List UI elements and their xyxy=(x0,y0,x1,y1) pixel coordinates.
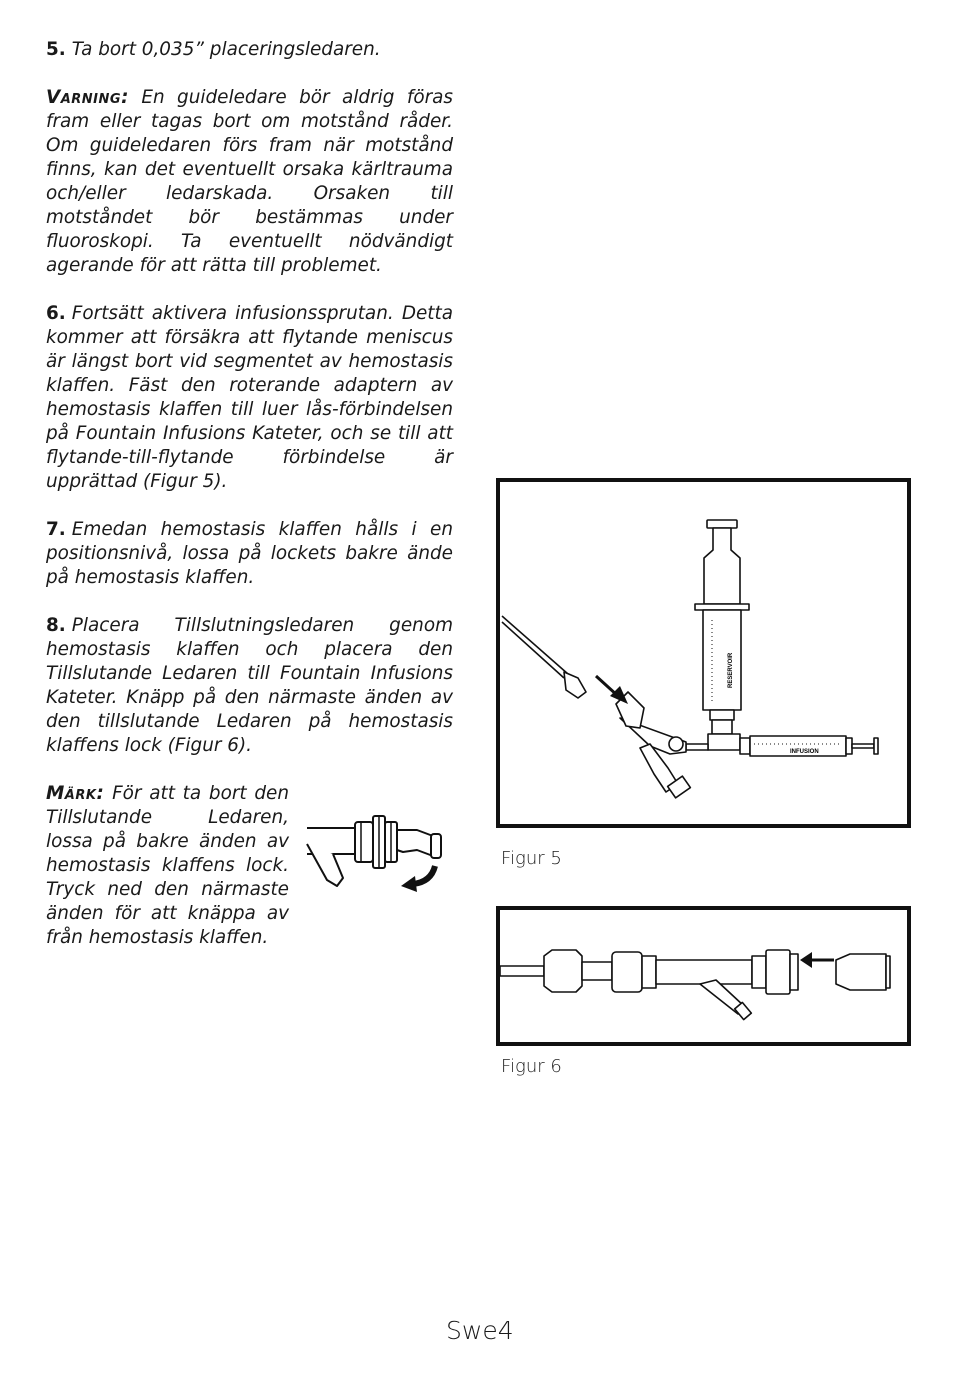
reservoir-label: RESERVOIR xyxy=(728,652,734,688)
rotation-arrow-icon xyxy=(413,866,435,884)
note-illustration xyxy=(305,808,455,892)
step-text: Fortsätt aktivera infusionssprutan. Detta kommer att försäkra att flytande meniscus är längst bort vid segmentet av hemostasis klaffen. Fäst den roterande adaptern av hemostasis klaffen till luer lås-förbindelsen på Fountain Infusions Kateter, och se till att flytande-till-flytande förbindelse är upprättad (Figur 5). xyxy=(46,303,453,492)
warning-text: En guideledare bör aldrig föras fram eller tagas bort om motstånd råder. Om guideledaren förs fram när motstånd finns, kan det eventuellt orsaka kärltrauma och/eller ledarskada. Orsaken till motståndet bör bestämmas under fluoroskopi. Ta eventuellt nödvändigt agerande för att rätta till problemet. xyxy=(46,87,453,276)
note-paragraph xyxy=(46,782,289,950)
step-number: 7. xyxy=(46,519,66,540)
infusion-label: INFUSION xyxy=(790,749,819,755)
step-text: Ta bort 0,035” placeringsledaren. xyxy=(71,39,381,60)
page-number: Swe4 xyxy=(446,1316,514,1345)
figure-5-frame xyxy=(496,478,911,828)
step-number: 6. xyxy=(46,303,66,324)
step-text: Placera Tillslutningsledaren genom hemostasis klaffen och placera den Tillslutande Ledaren till Fountain Infusions Kateter. Knäpp på den närmaste änden av den tillslutande Ledaren på hemostasis klaffens lock (Figur 6). xyxy=(46,615,453,756)
step-8 xyxy=(46,614,453,758)
figure-5-illustration xyxy=(500,482,907,824)
warning-label: Varning: xyxy=(46,87,129,108)
note-label: Märk: xyxy=(46,783,105,804)
figure-6-caption: Figur 6 xyxy=(501,1056,562,1077)
figure-6-illustration xyxy=(500,910,907,1042)
snap-arrow-icon xyxy=(800,952,812,968)
note-text: För att ta bort den Tillslutande Ledaren, lossa på bakre änden av hemostasis klaffens lock. Tryck ned den närmaste änden för att knäppa av från hemostasis klaffen. xyxy=(46,783,289,948)
step-text: Emedan hemostasis klaffen hålls i en positionsnivå, lossa på lockets bakre ände på hemostasis klaffen. xyxy=(46,519,453,588)
warning-paragraph xyxy=(46,86,453,278)
step-6 xyxy=(46,302,453,494)
step-number: 5. xyxy=(46,39,66,60)
step-number: 8. xyxy=(46,615,66,636)
figure-5-caption: Figur 5 xyxy=(501,848,562,869)
step-5 xyxy=(46,38,453,62)
step-7 xyxy=(46,518,453,590)
figure-6-frame xyxy=(496,906,911,1046)
